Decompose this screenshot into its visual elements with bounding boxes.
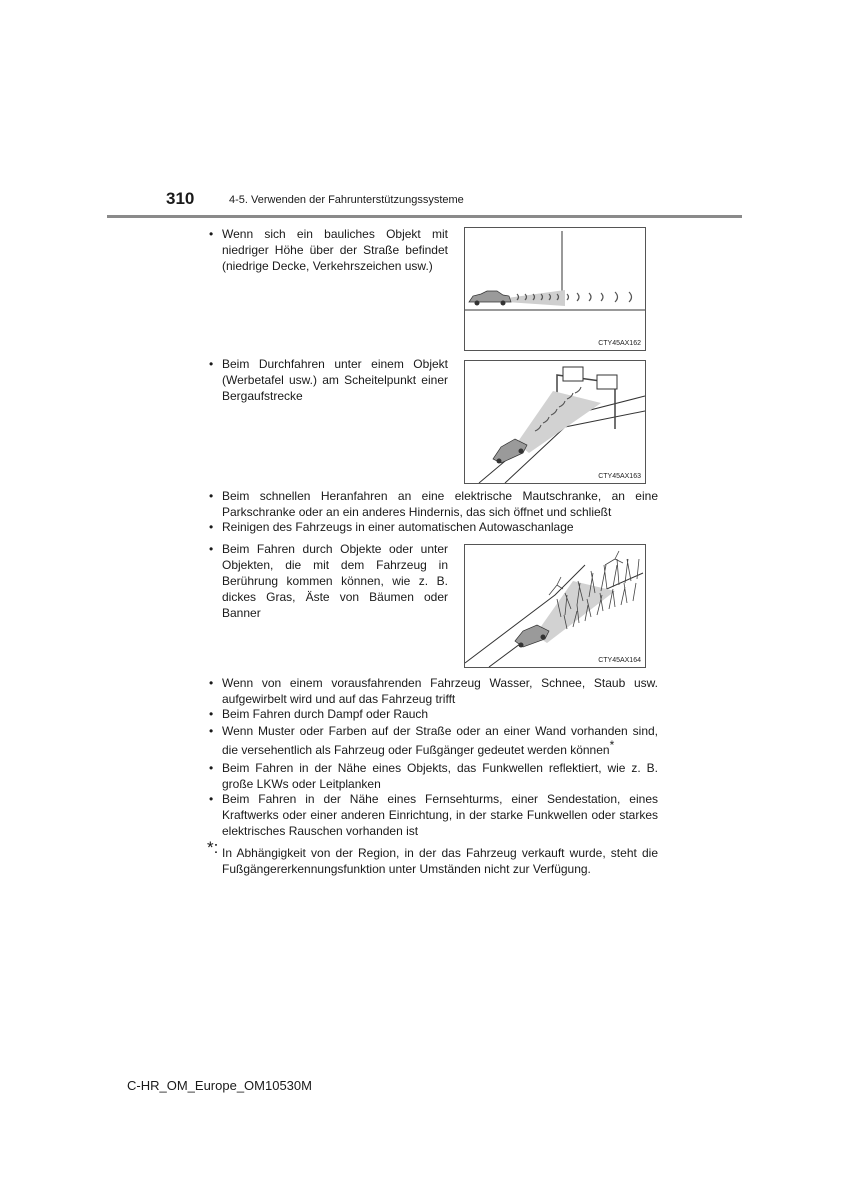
list-item [209,356,448,404]
list-item [209,519,658,535]
header-rule [107,215,742,218]
section-title: 4-5. Verwenden der Fahrunterstützungssysteme [229,194,464,206]
bullet: • [209,707,214,721]
bullet: • [209,489,214,503]
list-item-text: Beim Fahren in der Nähe eines Fernsehturms, einer Sendestation, eines Kraftwerks oder einer anderen Einrichtung, in der starke Funkwellen oder starkes elektrisches Rauschen vorhanden ist [222,792,658,838]
bullet: • [209,792,214,806]
list-item [209,675,658,707]
list-item-text: Wenn von einem vorausfahrenden Fahrzeug Wasser, Schnee, Staub usw. aufgewirbelt wird und auf das Fahrzeug trifft [222,676,658,706]
bullet: • [209,357,214,371]
list-item-text: Beim Fahren durch Objekte oder unter Objekten, die mit dem Fahrzeug in Berührung kommen können, wie z. B. dickes Gras, Äste von Bäumen oder Banner [222,542,448,620]
list-item-text: Wenn Muster oder Farben auf der Straße oder an einer Wand vorhanden sind, die versehentlich als Fahrzeug oder Fußgänger gedeutet werden können [222,724,658,757]
figure-billboard-hill [464,360,646,484]
page-number: 310 [166,189,195,208]
list-item [209,706,658,722]
low-structure-illustration [465,228,645,350]
bullet: • [209,227,214,241]
list-item [209,791,658,839]
list-item [209,488,658,520]
footnote-text: In Abhängigkeit von der Region, in der das Fahrzeug verkauft wurde, steht die Fußgängererkennungsfunktion unter Umständen nicht zur Verfügung. [222,846,658,876]
billboard-hill-illustration [465,361,645,483]
footer-doc-id: C-HR_OM_Europe_OM10530M [127,1078,312,1093]
bullet: • [209,761,214,775]
figure-label: CTY45AX164 [598,657,641,664]
list-item-text: Beim Durchfahren unter einem Objekt (Werbetafel usw.) am Scheitelpunkt einer Bergaufstrecke [222,357,448,403]
list-item-text: Beim Fahren in der Nähe eines Objekts, das Funkwellen reflektiert, wie z. B. große LKWs oder Leitplanken [222,761,658,791]
asterisk-mark: * [609,738,615,752]
bullet: • [209,520,214,534]
list-item-text: Beim Fahren durch Dampf oder Rauch [222,707,429,721]
figure-label: CTY45AX162 [598,340,641,347]
footnote-mark: *: [207,838,219,857]
list-item-text: Reinigen des Fahrzeugs in einer automatischen Autowaschanlage [222,520,574,534]
bullet: • [209,724,214,738]
bullet: • [209,542,214,556]
list-item [209,226,448,274]
list-item [209,541,448,621]
list-item [209,722,658,760]
list-item-text: Wenn sich ein bauliches Objekt mit niedriger Höhe über der Straße befindet (niedrige Decke, Verkehrszeichen usw.) [222,227,448,273]
bullet: • [209,676,214,690]
figure-grass-branches [464,544,646,668]
list-item [209,760,658,792]
list-item-text: Beim schnellen Heranfahren an eine elektrische Mautschranke, an eine Parkschranke oder an ein anderes Hindernis, das sich öffnet und schließt [222,489,658,519]
figure-label: CTY45AX163 [598,473,641,480]
grass-branches-illustration [465,545,645,667]
figure-low-structure [464,227,646,351]
